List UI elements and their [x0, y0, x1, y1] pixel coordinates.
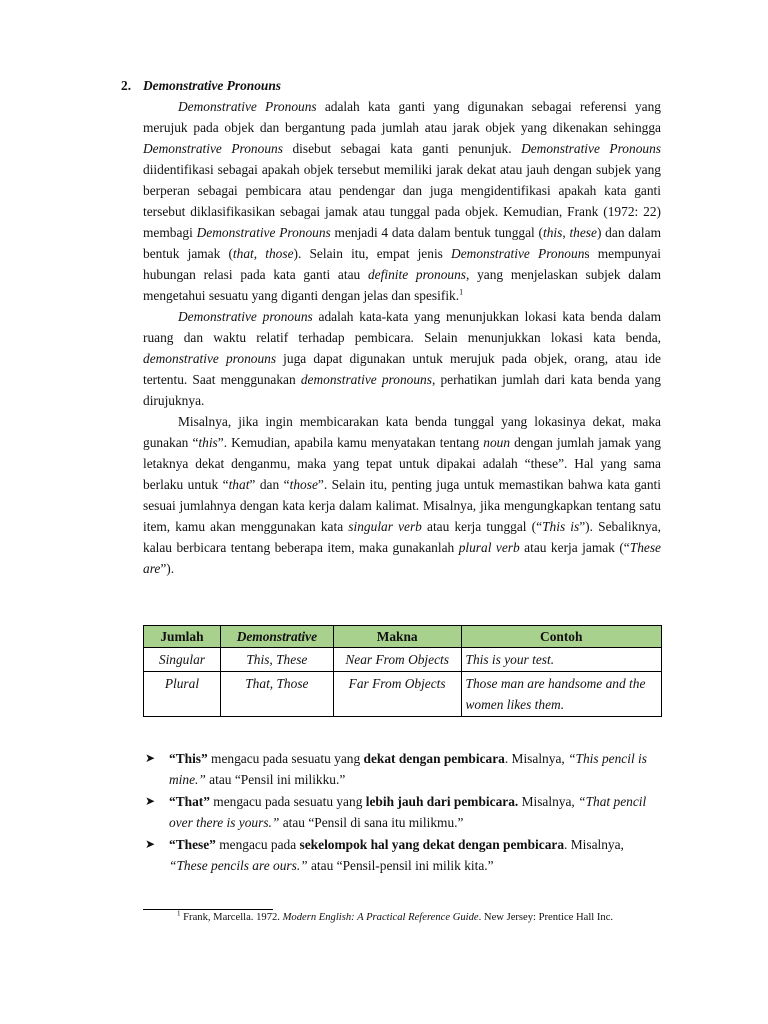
- body-text: [143, 96, 661, 579]
- list-item: ➤ “These” mengacu pada sekelompok hal yang dekat dengan pembicara. Misalnya, “These pencils are ours.” atau “Pensil-pensil ini milik kita.”: [143, 834, 663, 876]
- header-contoh: Contoh: [461, 626, 662, 648]
- list-item: ➤ “That” mengacu pada sesuatu yang lebih jauh dari pembicara. Misalnya, “That pencil over there is yours.” atau “Pensil di sana itu milikmu.”: [143, 791, 663, 833]
- header-jumlah: Jumlah: [144, 626, 221, 648]
- section-title: Demonstrative Pronouns: [143, 78, 282, 93]
- paragraph-2: Demonstrative pronouns adalah kata-kata yang menunjukkan lokasi kata benda dalam ruang dan waktu relatif terhadap pembicara. Selain menunjukkan lokasi kata benda, demonstrative pronouns juga dapat digunakan untuk merujuk pada objek, orang, atau ide tertentu. Saat menggunakan demonstrative pronouns, perhatikan jumlah dari kata benda yang dirujuknya.: [143, 309, 661, 408]
- table-cell: Singular: [144, 648, 221, 672]
- table-row: [144, 648, 662, 672]
- table-cell: That, Those: [220, 672, 333, 717]
- table-cell: Those man are handsome and the women likes them.: [461, 672, 662, 717]
- footnote-reference[interactable]: 1: [459, 287, 464, 297]
- header-demonstrative: Demonstrative: [220, 626, 333, 648]
- arrow-bullet-icon: ➤: [145, 751, 156, 765]
- paragraph-1: Demonstrative Pronouns adalah kata ganti yang digunakan sebagai referensi yang merujuk pada objek dan bergantung pada jumlah atau jarak objek yang dikenakan sehingga Demonstrative Pronouns disebut sebagai kata ganti penunjuk. Demonstrative Pronouns diidentifikasi sebagai apakah objek tersebut memiliki jarak dekat atau jauh dengan subjek yang berperan sebagai pembicara atau pendengar dan juga mengidentifikasi apakah kata ganti tersebut diklasifikasikan sebagai jamak atau tunggal pada objek. Kemudian, Frank (1972: 22) membagi Demonstrative Pronouns menjadi 4 data dalam bentuk tunggal (this, these) dan dalam bentuk jamak (that, those). Selain itu, empat jenis Demonstrative Pronouns mempunyai hubungan relasi pada kata ganti atau definite pronouns, yang menjelaskan subjek dalam mengetahui sesuatu yang diganti dengan jelas dan spesifik.$^1$: [143, 99, 661, 303]
- arrow-bullet-icon: ➤: [145, 837, 156, 851]
- bullet-list: [143, 748, 663, 877]
- section-number: 2.: [121, 78, 132, 93]
- footnote: $^1$ Frank, Marcella. 1972. Modern English: A Practical Reference Guide. New Jersey: Prentice Hall Inc.: [177, 909, 614, 923]
- demonstrative-table: [143, 625, 662, 717]
- table-cell: This, These: [220, 648, 333, 672]
- footnote-number: 1: [177, 909, 181, 918]
- footnote-book-title: Modern English: A Practical Reference Guide: [282, 912, 479, 923]
- table-cell: This is your test.: [461, 648, 662, 672]
- table-row: [144, 672, 662, 717]
- section-heading: [121, 78, 281, 94]
- list-item: ➤ “This” mengacu pada sesuatu yang dekat dengan pembicara. Misalnya, “This pencil is mine.” atau “Pensil ini milikku.”: [143, 748, 663, 790]
- table-cell: Plural: [144, 672, 221, 717]
- arrow-bullet-icon: ➤: [145, 794, 156, 808]
- paragraph-3: Misalnya, jika ingin membicarakan kata benda tunggal yang lokasinya dekat, maka gunakan “this”. Kemudian, apabila kamu menyatakan tentang noun dengan jumlah jamak yang letaknya dekat denganmu, maka yang tepat untuk dipakai adalah “these”. Hal yang sama berlaku untuk “that” dan “those”. Selain itu, penting juga untuk memastikan bahwa kata ganti sesuai jumlahnya dengan kata kerja dalam kalimat. Misalnya, jika mengungkapkan tentang satu item, kamu akan menggunakan kata singular verb atau kerja tunggal (“This is”). Sebaliknya, kalau berbicara tentang beberapa item, maka gunakanlah plural verb atau kerja jamak (“These are”).: [143, 414, 661, 576]
- table-cell: Near From Objects: [333, 648, 461, 672]
- header-makna: Makna: [333, 626, 461, 648]
- table-cell: Far From Objects: [333, 672, 461, 717]
- footnote-separator: [143, 909, 273, 910]
- table-header-row: [144, 626, 662, 648]
